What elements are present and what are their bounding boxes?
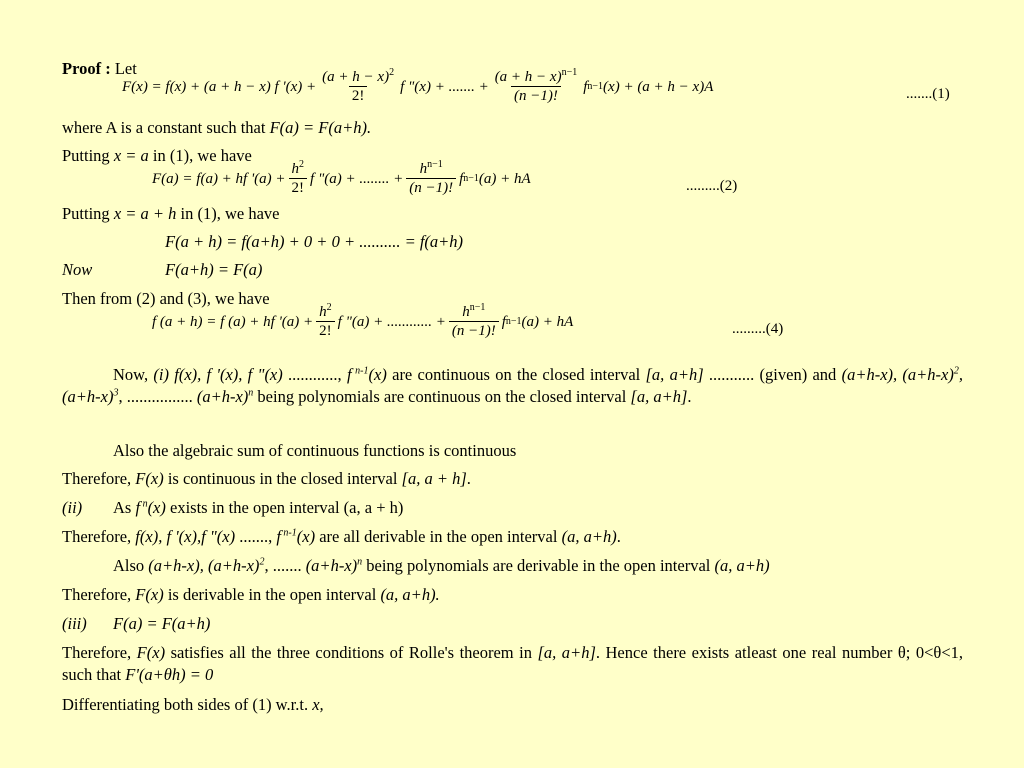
therefore-1-i: F(x) [135,469,164,488]
also-2-sup: 2 [259,556,265,568]
now-label: Now [62,260,93,279]
eq1-tail-f: f [583,78,588,95]
eq2-frac1-exponent: 2 [299,159,305,170]
also-2-c: being polynomials are derivable in the open interval [362,556,715,575]
therefore-3-i2: (a, a+h). [380,585,440,604]
para-rolle-c: satisfies all the three conditions of Rolle's theorem in [165,643,538,662]
item-ii-i2: (x) [147,498,166,517]
para-now-j: , (a+h-x) [62,365,963,406]
eq4-frac1-numerator: h [319,304,327,320]
eq2-frac2-exponent: n−1 [427,159,443,170]
therefore-2-sup: n-1 [280,527,297,539]
putting-1-text: Putting [62,146,114,165]
eq4-middle: f "(a) + ............ + [337,313,446,330]
para-now-b: (i) f(x), f '(x), f "(x) [153,365,283,384]
proof-label: Proof : [62,59,111,78]
eq4-frac2-exponent: n−1 [469,302,486,313]
f-a-h-equation [165,231,463,253]
putting-2-expr: x = a + h [113,204,177,223]
para-rolle-b: F(x) [136,643,166,662]
para-rolle-e: . Hence there exists atleast one real number θ; 0<θ<1, such that [62,643,964,684]
eq1-frac1-numerator: (a + h − x) [322,69,390,85]
therefore-2-i2: f [276,527,281,546]
therefore-3-b: is derivable in the open interval [163,585,381,604]
therefore-2-c: are all derivable in the open interval [315,527,562,546]
eq1-frac2-exponent: n−1 [561,67,578,78]
where-a-line [62,117,371,139]
therefore-1-a: Therefore, [62,469,136,488]
equation-4: f (a + h) = f (a) + hf '(a) + $\frac{h^2}{2!}$ f "(a) + ............ + $\frac{h^{n-1}}{(n -1)!}$ f n−1 (a) + hA [152,302,574,339]
para-now-a: Now, [113,365,154,384]
also-polynomials-line [113,555,770,577]
eq2-fraction-2 [406,160,456,197]
para-now-i-sup: 2 [953,365,959,377]
proof-let: Let [110,59,137,78]
eq1-lhs: F(x) = f(x) + (a + h − x) f '(x) + [122,78,317,95]
therefore-derivable-f-line [62,584,440,606]
therefore-2-a: Therefore, [62,527,136,546]
para-now-h: ........... (given) and [703,365,842,384]
eq1-frac2-numerator: (a + h − x) [494,69,562,85]
eq2-tag: .........(2) [686,178,738,194]
eq4-tail: (a) + hA [521,313,574,330]
item-iii-eq: F(a) = F(a+h) [113,614,211,633]
putting-1-tail: in (1), we have [148,146,252,165]
where-a-text: where A is a constant such that [62,118,270,137]
where-a-condition: F(a) = F(a+h). [269,118,372,137]
putting-1-expr: x = a [113,146,149,165]
item-ii-number: (ii) [62,498,83,517]
therefore-2-d: . [616,527,621,546]
eq4-frac1-exponent: 2 [326,302,332,313]
therefore-continuous-line [62,468,471,490]
now-equation [165,259,262,281]
para-now-g: [a, a+h] [645,365,704,384]
eq4-frac2-denominator: (n −1)! [451,323,496,339]
para-rolle-a: Therefore, [62,643,137,662]
therefore-derivable-line [62,526,621,548]
eq4-frac1-denominator: 2! [316,321,335,340]
para-rolle-d: [a, a+h] [537,643,596,662]
para-now-n: [a, a+h] [630,387,688,406]
eq4-frac2-numerator: h [462,304,470,320]
diff-i: x, [312,695,324,714]
para-now-e: (x) [368,365,387,384]
therefore-1-c: . [466,469,471,488]
eq2-frac2-numerator: h [419,161,428,177]
then-line: Then from (2) and (3), we have [62,289,270,308]
item-ii-line [113,497,403,519]
therefore-1-b: is continuous in the closed interval [163,469,402,488]
para-now-d: f [346,365,352,384]
also-2-i2: (a+h-x) [305,556,358,575]
para-now-j-sup: 3 [113,387,119,399]
eq4-lhs: f (a + h) = f (a) + hf '(a) + [152,313,314,330]
putting-x-a-h-line [62,203,280,225]
also-algebraic-line: Also the algebraic sum of continuous functions is continuous [113,441,517,460]
therefore-3-a: Therefore, [62,585,136,604]
item-iii-number: (iii) [62,614,87,633]
therefore-2-i: f(x), f '(x),f "(x) [135,527,236,546]
para-now-l: (a+h-x) [196,387,249,406]
also-2-b: , ....... [264,556,306,575]
eq2-tail: (a) + hA [478,170,531,187]
item-ii-sup: n [140,498,148,510]
eq1-fraction-1 [319,68,397,105]
now-eq: F(a+h) = F(a) [165,260,263,279]
para-now-f: are continuous on the closed interval [386,365,646,384]
eq4-tag: .........(4) [732,321,784,337]
now-line [62,259,92,281]
diff-a: Differentiating both sides of (1) w.r.t. [62,695,313,714]
para-now-k: , ................ [118,387,197,406]
also-2-a: Also [113,556,149,575]
eq2-lhs: F(a) = f(a) + hf '(a) + [152,170,286,187]
item-ii-i: f [135,498,141,517]
equation-2: F(a) = f(a) + hf '(a) + $\frac{h^2}{2!}$ f "(a) + ........ + $\frac{h^{n-1}}{(n -1)!}$ f n−1 (a) + hA [152,159,531,196]
therefore-2-i4: (a, a+h) [561,527,617,546]
therefore-2-i3: (x) [296,527,316,546]
therefore-3-i: F(x) [135,585,164,604]
item-iii-label [62,613,87,635]
f-a-h-expr: F(a + h) = f(a+h) + 0 + 0 + .......... = f(a+h) [165,232,464,251]
paragraph-rolle [62,642,963,686]
item-ii-b: exists in the open interval (a, a + h) [165,498,404,517]
eq2-tail-f: f [459,170,464,187]
eq1-middle: f "(x) + ....... + [400,78,489,95]
item-ii-a: As [113,498,136,517]
also-2-i: (a+h-x), (a+h-x) [148,556,260,575]
item-iii-line [113,613,210,635]
eq4-tail-f: f [501,313,506,330]
eq1-frac1-exponent: 2 [389,67,395,78]
eq2-fraction-1 [289,160,308,197]
para-now-m: being polynomials are continuous on the closed interval [253,387,631,406]
para-now-o: . [687,387,692,406]
eq2-frac1-numerator: h [291,161,300,177]
eq1-frac1-denominator: 2! [349,86,368,105]
para-now-l-sup: n [248,387,254,399]
para-now-d-sup: n-1 [351,365,369,377]
differentiating-line [62,694,324,716]
eq1-frac2-denominator: (n −1)! [514,88,558,104]
also-2-sup2: n [357,556,363,568]
eq2-middle: f "(a) + ........ + [310,170,404,187]
item-ii-label [62,497,82,519]
eq4-fraction-2 [449,303,499,340]
equation-1: F(x) = f(x) + (a + h − x) f '(x) + $\frac{(a + h - x)^2}{2!}$ f "(x) + ....... + $\frac{(a + h - x)^{n-1}}{(n -1)!}$ f n−1 (x) + (a + h − x)A [122,67,714,104]
para-now-c: ............, [282,365,347,384]
putting-2-tail: in (1), we have [176,204,280,223]
para-now-i: (a+h-x), (a+h-x) [841,365,954,384]
eq1-tag: .......(1) [906,86,950,102]
also-2-i3: (a, a+h) [714,556,770,575]
paragraph-continuity [62,364,963,408]
eq1-fraction-2 [492,68,581,105]
eq2-frac2-denominator: (n −1)! [409,180,454,196]
eq4-fraction-1 [316,303,335,340]
therefore-1-i2: [a, a + h] [401,469,467,488]
putting-2-text: Putting [62,204,114,223]
eq2-frac1-denominator: 2! [289,178,308,197]
therefore-2-b: ......., [235,527,277,546]
eq1-tail: (x) + (a + h − x)A [603,78,714,95]
para-rolle-f: F'(a+θh) = 0 [125,665,214,684]
